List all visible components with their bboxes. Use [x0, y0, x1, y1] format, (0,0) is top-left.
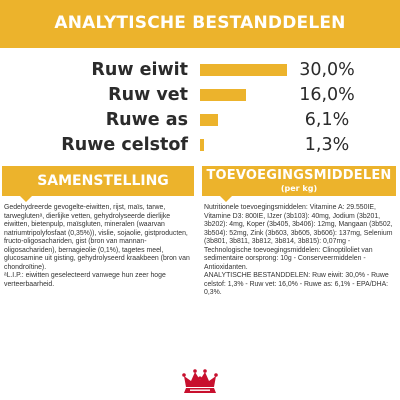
additives-pointer — [220, 196, 232, 202]
analysis-label: Ruwe celstof — [61, 135, 188, 155]
composition-pointer — [20, 196, 32, 202]
analysis-value: 30,0% — [299, 60, 355, 80]
composition-text: Gedehydreerde gevogelte-eiwitten, rijst, maïs, tarwe, tarweglutenᵃ, dierlijke vetten, gehydrolyseerde dierlijke eiwitten, bietenpulp, maïsgluten, mineralen (waarvan natriumtripolyfosfaat (0,35%)), vislie, sojaolie, gistproducten, fructo-oligosachariden, gist (bron van mannan-oligosachariden), bernagieolie (0,1%), tagetes meel, glucosamine uit gisting, gehydrolyseerd kraakbeen (bron van chondroïtine). ᵃL.I.P.: eiwitten geselecteerd vanwege hun zeer hoge verteerbaarheid. — [4, 204, 190, 288]
additives-text: Nutritionele toevoegingsmiddelen: Vitamine A: 29.550IE, Vitamine D3: 800IE, IJzer (3b103): 40mg, Jodium (3b201, 3b202): 4mg, Koper (3b405, 3b406): 12mg, Mangaan (3b502, 3b504): 52mg, Zink (3b603, 3b605, 3b606): 137mg, Selenium (3b801, 3b811, 3b812, 3b814, 3b815): 0,07mg - Technologische toevoegingsmiddelen: Clinoptiloliet van sedimentaire oorsprong: 10g - Conserveermiddelen - Antioxidanten. ANALYTISCHE BESTANDDELEN: Ruw eiwit: 30,0% - Ruwe celstof: 1,3% - Ruw vet: 16,0% - Ruwe as: 6,1% - EPA/DHA: 0,3%. — [204, 204, 393, 296]
analysis-value: 16,0% — [299, 85, 355, 105]
analysis-label: Ruw eiwit — [91, 60, 188, 80]
analysis-row-fat — [0, 83, 400, 107]
crown-icon — [178, 367, 222, 397]
analysis-bar — [200, 89, 246, 101]
analysis-value: 6,1% — [304, 110, 350, 130]
analysis-bar — [200, 139, 204, 151]
analysis-bar — [200, 64, 287, 76]
analysis-bar — [200, 114, 218, 126]
analysis-value: 1,3% — [304, 135, 350, 155]
additives-title: TOEVOEGINGSMIDDELEN — [206, 168, 392, 183]
analysis-label: Ruw vet — [108, 85, 188, 105]
composition-title: SAMENSTELLING — [2, 166, 194, 196]
analysis-label: Ruwe as — [105, 110, 188, 130]
header-title: ANALYTISCHE BESTANDDELEN — [54, 13, 346, 33]
analysis-row-fibre — [0, 133, 400, 157]
additives-header — [202, 166, 396, 196]
analysis-row-protein — [0, 58, 400, 82]
analysis-row-ash — [0, 108, 400, 132]
additives-subtitle: (per kg) — [280, 184, 318, 193]
